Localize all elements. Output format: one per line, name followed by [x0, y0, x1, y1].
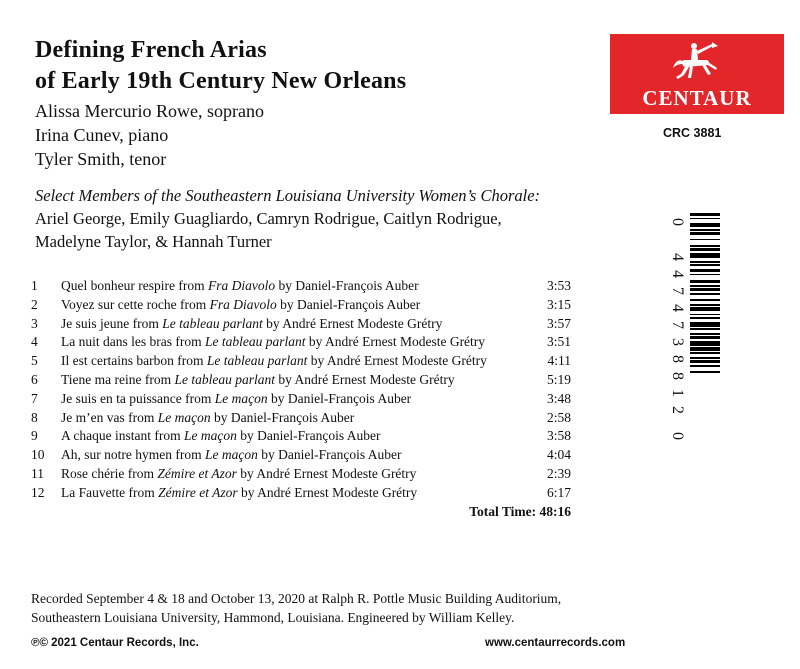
chorale-members: Madelyne Taylor, & Hannah Turner [35, 232, 272, 251]
barcode-digit: 1 [669, 389, 686, 397]
track-work: Zémire et Azor [157, 465, 237, 481]
barcode-bar [690, 248, 720, 251]
track-work: Le tableau parlant [162, 315, 263, 331]
track-title [61, 390, 411, 409]
track-work: Zémire et Azor [158, 484, 238, 500]
total-time: Total Time: 48:16 [469, 504, 571, 519]
track-composer: by Daniel-François Auber [210, 409, 355, 425]
barcode-bar [690, 280, 720, 283]
track-duration: 3:15 [546, 296, 571, 312]
barcode-bar [690, 333, 720, 335]
track-duration: 3:53 [546, 278, 571, 293]
track-number: 11 [31, 465, 44, 481]
track-duration: 2:58 [546, 409, 571, 425]
track-title [61, 465, 416, 484]
track-number: 2 [31, 296, 38, 312]
barcode-digit: 4 [669, 253, 686, 261]
track-duration: 4:04 [546, 447, 571, 463]
barcode-bar [690, 218, 720, 220]
barcode-bar [690, 371, 720, 373]
track-aria: Rose chérie from [61, 465, 158, 481]
track-list [31, 277, 571, 503]
barcode-digit: 7 [669, 321, 686, 329]
barcode-digit: 8 [669, 355, 686, 363]
track-number: 10 [31, 447, 45, 463]
track-row [31, 333, 571, 352]
barcode-bar [690, 288, 720, 291]
barcode-digit: 4 [669, 304, 686, 312]
barcode-bar [690, 328, 720, 330]
track-duration: 2:39 [546, 465, 571, 481]
track-duration: 3:58 [546, 428, 571, 444]
track-row [31, 446, 571, 465]
catalog-number: CRC 3881 [663, 126, 722, 140]
track-composer: by Daniel-François Auber [236, 428, 381, 444]
track-title [61, 296, 420, 315]
barcode-bar [690, 253, 720, 258]
barcode-bar [690, 239, 720, 241]
barcode-digit: 3 [669, 338, 686, 346]
performer: Tyler Smith, tenor [35, 149, 167, 169]
track-work: Le maçon [157, 409, 211, 425]
track-work: Fra Diavolo [207, 278, 276, 293]
recording-notes [31, 589, 651, 627]
track-duration: 3:57 [546, 315, 571, 331]
barcode-digit: 7 [669, 287, 686, 295]
barcode-bar [690, 341, 720, 346]
track-title [61, 352, 487, 371]
track-composer: by André Ernest Modeste Grétry [305, 334, 486, 350]
track-work: Fra Diavolo [209, 296, 277, 312]
barcode-digit: 4 [669, 270, 686, 278]
track-work: Le tableau parlant [204, 334, 306, 350]
barcode-digit: 2 [669, 406, 686, 414]
barcode-bar [690, 307, 720, 310]
track-number: 6 [31, 371, 38, 387]
barcode-digit: 8 [669, 372, 686, 380]
track-aria: Tiene ma reine from [61, 371, 175, 387]
track-aria: La Fauvette from [61, 484, 159, 500]
barcode-bar [690, 223, 720, 228]
track-number: 1 [31, 278, 38, 293]
website-url: www.centaurrecords.com [485, 637, 626, 649]
track-row [31, 484, 571, 503]
track-row [31, 465, 571, 484]
barcode-bar [690, 314, 720, 316]
track-composer: by André Ernest Modeste Grétry [262, 315, 443, 331]
track-row [31, 409, 571, 428]
track-aria: Ah, sur notre hymen from [61, 447, 205, 463]
track-number: 8 [31, 409, 38, 425]
barcode-bar [690, 352, 720, 354]
recording-notes-line: Recorded September 4 & 18 and October 13, 2020 at Ralph R. Pottle Music Building Auditorium, [31, 591, 562, 606]
track-duration: 6:17 [546, 484, 571, 500]
track-work: Le tableau parlant [174, 371, 275, 387]
track-aria: Voyez sur cette roche from [61, 296, 210, 312]
barcode-bar [690, 232, 720, 235]
track-title [61, 371, 455, 390]
chorale-credits [35, 184, 540, 253]
barcode-bar [690, 365, 720, 367]
centaur-logo [610, 34, 784, 114]
chorale-intro: Select Members of the Southeastern Louisiana University Women’s Chorale: [35, 186, 541, 205]
copyright-notice: ℗© 2021 Centaur Records, Inc. [31, 637, 199, 649]
track-row [31, 352, 571, 371]
track-aria: Il est certains barbon from [61, 353, 207, 369]
recording-notes-line: Southeastern Louisiana University, Hammond, Louisiana. Engineered by William Kelley. [31, 610, 515, 625]
barcode-bar [690, 360, 720, 363]
performer: Alissa Mercurio Rowe, soprano [35, 101, 264, 121]
album-title-line: Defining French Arias [35, 37, 267, 63]
track-title [61, 484, 417, 503]
label-name: CENTAUR [642, 86, 752, 110]
track-number: 12 [31, 484, 45, 500]
barcode-bar [690, 245, 720, 247]
barcode-bar [690, 317, 720, 319]
track-title [61, 277, 419, 296]
track-work: Le maçon [214, 390, 268, 406]
track-number: 7 [31, 390, 38, 406]
track-title [61, 427, 380, 446]
track-duration: 5:19 [546, 371, 571, 387]
track-row [31, 390, 571, 409]
barcode-digit: 0 [669, 432, 686, 440]
track-aria: La nuit dans les bras from [61, 334, 205, 350]
barcode-bar [690, 213, 720, 216]
barcode-bar [690, 261, 720, 263]
track-number: 3 [31, 315, 38, 331]
track-composer: by Daniel-François Auber [267, 390, 412, 406]
barcode-bar [690, 322, 720, 327]
track-composer: by Daniel-François Auber [257, 447, 402, 463]
track-duration: 4:11 [547, 353, 571, 369]
barcode-bar [690, 304, 720, 306]
barcode-bar [690, 274, 720, 276]
track-title [61, 446, 401, 465]
barcode-digits [668, 213, 692, 439]
barcode-digit: 0 [669, 218, 686, 226]
barcode-bar [690, 293, 720, 295]
track-title [61, 333, 485, 352]
track-composer: by Daniel-François Auber [275, 278, 419, 293]
track-aria: Je m’en vas from [61, 409, 158, 425]
track-duration: 3:48 [546, 390, 571, 406]
track-aria: Je suis jeune from [61, 315, 163, 331]
track-aria: A chaque instant from [61, 428, 184, 444]
track-composer: by Daniel-François Auber [276, 296, 421, 312]
track-duration: 3:51 [546, 334, 571, 350]
track-work: Le maçon [204, 447, 258, 463]
track-work: Le tableau parlant [206, 353, 308, 369]
track-number: 4 [31, 334, 38, 350]
track-aria: Quel bonheur respire from [61, 278, 208, 293]
track-row [31, 427, 571, 446]
centaur-archer-icon [672, 40, 722, 84]
barcode [690, 213, 720, 439]
track-work: Le maçon [183, 428, 237, 444]
track-number: 9 [31, 428, 38, 444]
album-title-line: of Early 19th Century New Orleans [35, 68, 407, 94]
track-aria: Je suis en ta puissance from [61, 390, 215, 406]
track-composer: by André Ernest Modeste Grétry [307, 353, 487, 369]
chorale-members: Ariel George, Emily Guagliardo, Camryn Rodrigue, Caitlyn Rodrigue, [35, 209, 502, 228]
barcode-bar [690, 336, 720, 339]
barcode-bar [690, 299, 720, 301]
track-composer: by André Ernest Modeste Grétry [274, 371, 455, 387]
performer: Irina Cunev, piano [35, 125, 169, 145]
track-row [31, 277, 571, 296]
track-title [61, 315, 442, 334]
track-composer: by André Ernest Modeste Grétry [237, 484, 418, 500]
track-row [31, 315, 571, 334]
track-title [61, 409, 354, 428]
track-row [31, 371, 571, 390]
album-title [35, 35, 406, 97]
barcode-bar [690, 229, 720, 231]
barcode-bar [690, 347, 720, 350]
barcode-bar [690, 264, 720, 266]
track-number: 5 [31, 353, 38, 369]
performers-list [35, 99, 264, 171]
barcode-bar [690, 285, 720, 287]
track-composer: by André Ernest Modeste Grétry [236, 465, 417, 481]
barcode-bar [690, 357, 720, 359]
track-row [31, 296, 571, 315]
barcode-bar [690, 269, 720, 272]
